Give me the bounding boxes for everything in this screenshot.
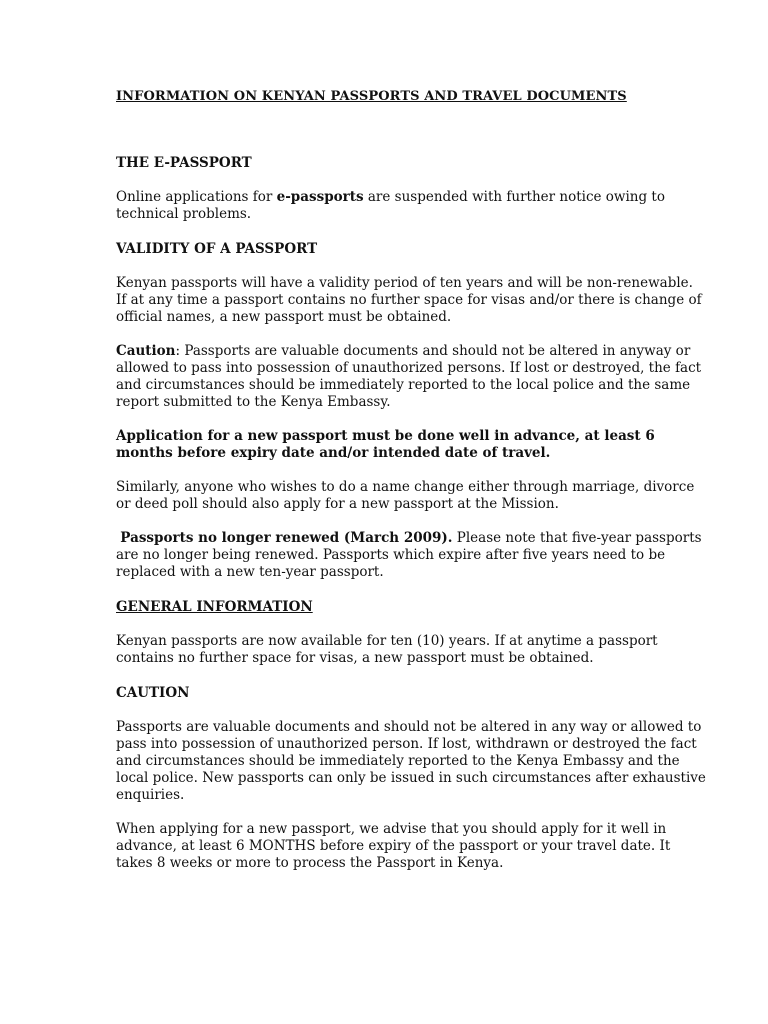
renewal-text: Please note that five-year passports are no longer being renewed. Passports which expire after five years need to be replaced with a new ten-year passport.	[116, 530, 702, 580]
heading-validity: VALIDITY OF A PASSPORT	[116, 241, 318, 257]
validity-paragraph: Kenyan passports will have a validity period of ten years and will be non-renewable. If at any time a passport contains no further space for visas and/or there is change of official names, a new passport must be obtained.	[116, 275, 702, 325]
name-change-paragraph: Similarly, anyone who wishes to do a name change either through marriage, divorce or deed poll should also apply for a new passport at the Mission.	[116, 479, 695, 512]
advice-paragraph: When applying for a new passport, we advise that you should apply for it well in advance, at least 6 MONTHS before expiry of the passport or your travel date. It takes 8 weeks or more to process the Passport in Kenya.	[116, 821, 671, 871]
heading-caution: CAUTION	[116, 685, 190, 701]
renewal-bold: Passports no longer renewed (March 2009).	[120, 530, 453, 546]
application-notice: Application for a new passport must be done well in advance, at least 6 months before expiry date and/or intended date of travel.	[116, 428, 655, 461]
caution-paragraph	[116, 343, 706, 411]
e-passport-text-before: Online applications for	[116, 189, 277, 205]
heading-e-passport: THE E-PASSPORT	[116, 155, 252, 171]
caution-text: : Passports are valuable documents and should not be altered in anyway or allowed to pass into possession of unauthorized persons. If lost or destroyed, the fact and circumstances should be immediately reported to the local police and the same report submitted to the Kenya Embassy.	[116, 343, 702, 410]
document-page	[116, 88, 706, 872]
e-passport-paragraph	[116, 189, 706, 223]
e-passport-text-after: are suspended with further notice owing to technical problems.	[116, 189, 665, 222]
heading-general-information: GENERAL INFORMATION	[116, 599, 313, 615]
general-paragraph: Kenyan passports are now available for ten (10) years. If at anytime a passport contains no further space for visas, a new passport must be obtained.	[116, 633, 658, 666]
caution-label: Caution	[116, 343, 176, 359]
renewal-paragraph	[116, 530, 706, 581]
e-passport-bold: e-passports	[276, 189, 364, 205]
caution2-paragraph: Passports are valuable documents and should not be altered in any way or allowed to pass into possession of unauthorized person. If lost, withdrawn or destroyed the fact and circumstances should be immediately reported to the Kenya Embassy and the local police. New passports can only be issued in such circumstances after exhaustive enquiries.	[116, 719, 706, 803]
document-title: INFORMATION ON KENYAN PASSPORTS AND TRAVEL DOCUMENTS	[116, 89, 627, 104]
